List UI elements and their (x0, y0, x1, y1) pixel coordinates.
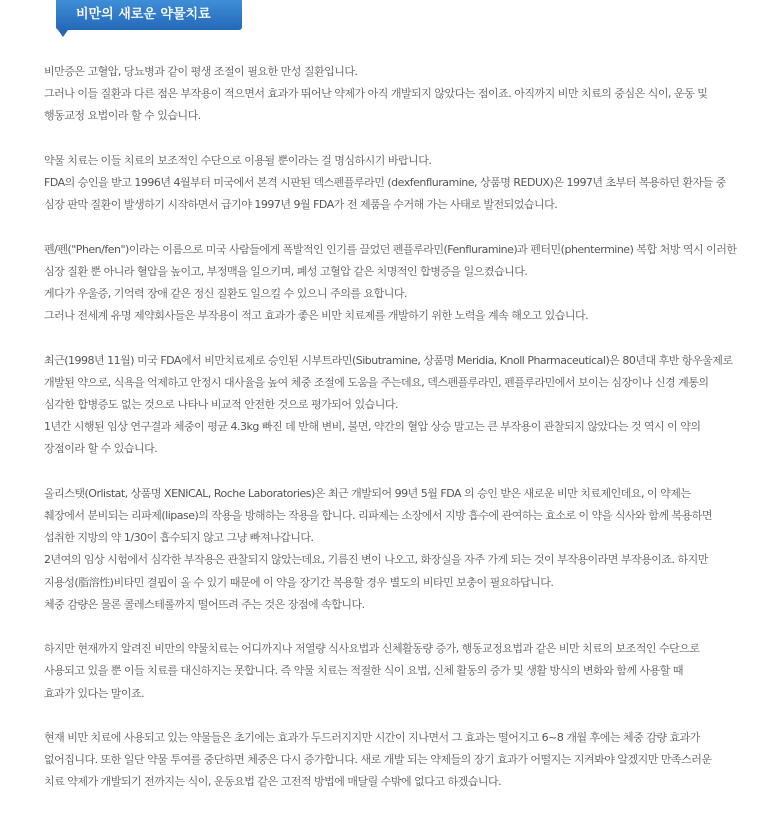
text-line: 치료 약제가 개발되기 전까지는 식이, 운동요법 같은 고전적 방법에 매달릴 수밖에 없다고 하겠습니다. (44, 775, 502, 789)
paragraph-redux (44, 150, 754, 217)
text-line: 올리스탯(Orlistat, 상품명 XENICAL, Roche Laboratories)은 최근 개발되어 99년 5월 FDA 의 승인 받은 새로운 비만 치료제인데요, 이 약제는 (44, 486, 691, 500)
text-line: 체중 감량은 물론 콜레스테롤까지 떨어뜨려 주는 것은 장점에 속합니다. (44, 597, 365, 611)
paragraph-phen-fen (44, 239, 754, 328)
text-line: 하지만 현재까지 알려진 비만의 약물치료는 어디까지나 저열량 식사요법과 신체활동량 증가, 행동교정요법과 같은 비만 치료의 보조적인 수단으로 (44, 642, 700, 656)
text-line: 게다가 우울증, 기억력 장애 같은 정신 질환도 일으킬 수 있으니 주의를 요합니다. (44, 287, 407, 300)
text-line: 그러나 전세계 유명 제약회사들은 부작용이 적고 효과가 좋은 비만 치료제를 개발하기 위한 노력을 계속 해오고 있습니다. (44, 309, 589, 323)
paragraph-conclusion (44, 727, 754, 794)
text-line: 심장 질환 뿐 아니라 혈압을 높이고, 부정맥을 일으키며, 폐성 고혈압 같은 치명적인 합병증을 일으켰습니다. (44, 264, 528, 278)
text-line: 지용성(脂溶性)비타민 결핍이 올 수 있기 때문에 이 약을 장기간 복용할 경우 별도의 비타민 보충이 필요하답니다. (44, 575, 554, 589)
text-line: 1년간 시행된 임상 연구결과 체중이 평균 4.3kg 빠진 데 반해 변비, 불면, 약간의 혈압 상승 말고는 큰 부작용이 관찰되지 않았다는 것 역시 이 약의 (44, 420, 701, 434)
text-line: 비만증은 고혈압, 당뇨병과 같이 평생 조절이 필요한 만성 질환입니다. (44, 65, 358, 78)
article-body (44, 61, 754, 816)
text-line: 약물 치료는 이들 치료의 보조적인 수단으로 이용될 뿐이라는 걸 명심하시기 바랍니다. (44, 153, 432, 167)
text-line: 행동교정 요법이라 할 수 있습니다. (44, 109, 201, 123)
text-line: FDA의 승인을 받고 1996년 4월부터 미국에서 본격 시판된 덱스펜플루라민 (dexfenfluramine, 상품명 REDUX)은 1997년 초부터 복용하던 환자들 중 (44, 176, 726, 189)
text-line: 사용되고 있을 뿐 이들 치료를 대신하지는 못합니다. 즉 약물 치료는 적절한 식이 요법, 신체 활동의 증가 및 생활 방식의 변화와 함께 사용할 때 (44, 664, 683, 678)
text-line: 췌장에서 분비되는 리파제(lipase)의 작용을 방해하는 작용을 합니다. 리파제는 소장에서 지방 흡수에 관여하는 효소로 이 약을 식사와 함께 복용하면 (44, 509, 713, 522)
paragraph-orlistat (44, 483, 754, 616)
text-line: 펜/펜("Phen/fen")이라는 이름으로 미국 사람들에게 폭발적인 인기를 끌었던 펜플루라민(Fenfluramine)과 펜터민(phentermine) 복합 처방 역시 이러한 (44, 242, 737, 256)
text-line: 장점이라 할 수 있습니다. (44, 442, 158, 456)
text-line: 효과가 있다는 말이죠. (44, 686, 145, 700)
text-line: 2년여의 임상 시험에서 심각한 부작용은 관찰되지 않았는데요, 기름진 변이 나오고, 화장실을 자주 가게 되는 것이 부작용이라면 부작용이죠. 하지만 (44, 553, 708, 567)
text-line: 개발된 약으로, 식욕을 억제하고 안정시 대사율을 높여 체중 조절에 도움을 주는데요, 덱스펜플루라민, 펜플루라민에서 보이는 심장이나 신경 계통의 (44, 375, 709, 389)
text-line: 최근(1998년 11월) 미국 FDA에서 비만치료제로 승인된 시부트라민(Sibutramine, 상품명 Meridia, Knoll Pharmaceutical)은 80년대 후반 항우울제로 (44, 353, 733, 367)
text-line: 없어집니다. 또한 일단 약물 투여를 중단하면 체중은 다시 증가합니다. 새로 개발 되는 약제들의 장기 효과가 어떨지는 지켜봐야 알겠지만 만족스러운 (44, 753, 712, 767)
section-title-tab (56, 0, 242, 30)
tab-pointer (58, 30, 68, 37)
text-line: 그러나 이들 질환과 다른 점은 부작용이 적으면서 효과가 뛰어난 약제가 아직 개발되지 않았다는 점이죠. 아직까지 비만 치료의 중심은 식이, 운동 및 (44, 87, 708, 101)
paragraph-supplementary (44, 638, 754, 705)
text-line: 섭취한 지방의 약 1/30이 흡수되지 않고 그냥 빠져나갑니다. (44, 531, 314, 545)
section-title: 비만의 새로운 약물치료 (76, 7, 211, 22)
paragraph-intro (44, 61, 754, 128)
text-line: 심장 판막 질환이 발생하기 시작하면서 급기야 1997년 9월 FDA가 전 제품을 수거해 가는 사태로 발전되었습니다. (44, 198, 558, 212)
text-line: 현재 비만 치료에 사용되고 있는 약물들은 초기에는 효과가 두드러지지만 시간이 지나면서 그 효과는 떨어지고 6~8 개월 후에는 체중 감량 효과가 (44, 731, 700, 744)
paragraph-sibutramine (44, 350, 754, 461)
text-line: 심각한 합병증도 없는 것으로 나타나 비교적 안전한 것으로 평가되어 있습니다. (44, 398, 398, 411)
